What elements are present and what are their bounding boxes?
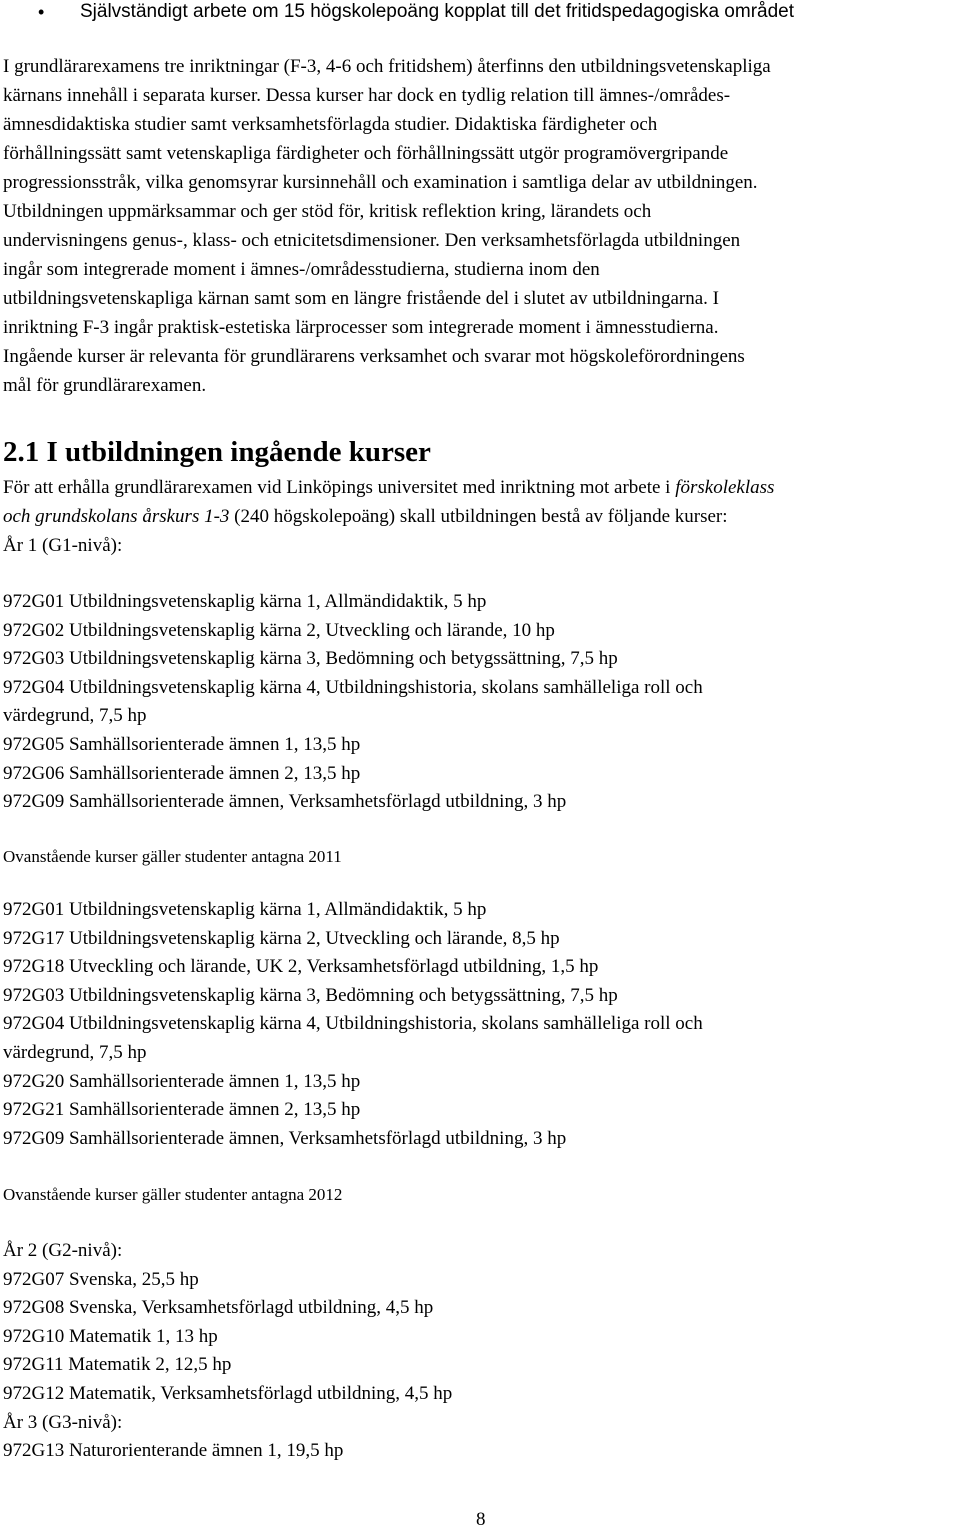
- intro-text: [3, 473, 959, 560]
- course-item: värdegrund, 7,5 hp: [3, 1041, 147, 1063]
- paragraph-line: Ingående kurser är relevanta för grundlärarens verksamhet och svarar mot högskoleförordningens: [3, 346, 745, 367]
- intro-text-prefix: För att erhålla grundlärarexamen vid Linköpings universitet med inriktning mot arbete i: [3, 477, 676, 498]
- bullet-icon: •: [38, 2, 45, 22]
- course-item: 972G04 Utbildningsvetenskaplig kärna 4, Utbildningshistoria, skolans samhälleliga roll och: [3, 676, 703, 698]
- section-heading: 2.1 I utbildningen ingående kurser: [3, 436, 431, 468]
- course-item: 972G10 Matematik 1, 13 hp: [3, 1325, 218, 1347]
- course-list-2011: [3, 588, 703, 817]
- course-item: 972G17 Utbildningsvetenskaplig kärna 2, Utveckling och lärande, 8,5 hp: [3, 927, 560, 949]
- course-item: 972G06 Samhällsorienterade ämnen 2, 13,5 hp: [3, 762, 361, 784]
- course-item: 972G21 Samhällsorienterade ämnen 2, 13,5 hp: [3, 1099, 361, 1121]
- paragraph-line: mål för grundlärarexamen.: [3, 375, 207, 396]
- course-item: 972G13 Naturorienterande ämnen 1, 19,5 hp: [3, 1440, 344, 1462]
- course-item: 972G05 Samhällsorienterade ämnen 1, 13,5 hp: [3, 733, 361, 755]
- intro-italic-2: och grundskolans årskurs 1-3: [3, 506, 230, 527]
- year3-label: År 3 (G3-nivå):: [3, 1411, 123, 1433]
- course-item: 972G01 Utbildningsvetenskaplig kärna 1, Allmändidaktik, 5 hp: [3, 591, 487, 612]
- course-item: 972G04 Utbildningsvetenskaplig kärna 4, Utbildningshistoria, skolans samhälleliga roll och: [3, 1013, 703, 1035]
- paragraph-line: ingår som integrerade moment i ämnes-/områdesstudierna, studierna inom den: [3, 259, 600, 280]
- course-item: 972G11 Matematik 2, 12,5 hp: [3, 1354, 232, 1376]
- course-item: 972G03 Utbildningsvetenskaplig kärna 3, Bedömning och betygssättning, 7,5 hp: [3, 984, 618, 1006]
- course-item: 972G12 Matematik, Verksamhetsförlagd utbildning, 4,5 hp: [3, 1382, 453, 1404]
- course-list-2012: [3, 896, 703, 1153]
- paragraph-line: kärnans innehåll i separata kurser. Dessa kurser har dock en tydlig relation till ämnes-/områdes-: [3, 85, 731, 106]
- course-item: 972G09 Samhällsorienterade ämnen, Verksamhetsförlagd utbildning, 3 hp: [3, 791, 567, 813]
- course-item: 972G20 Samhällsorienterade ämnen 1, 13,5 hp: [3, 1070, 361, 1092]
- course-list-year2-3: [3, 1237, 452, 1466]
- intro-italic-1: förskoleklass: [675, 477, 775, 498]
- paragraph-line: I grundlärarexamens tre inriktningar (F-3, 4-6 och fritidshem) återfinns den utbildningsvetenskapliga: [3, 56, 771, 77]
- course-item: värdegrund, 7,5 hp: [3, 705, 147, 727]
- paragraph-line: förhållningssätt samt vetenskapliga färdigheter och förhållningssätt utgör programövergripande: [3, 143, 729, 164]
- page-number: 8: [476, 1509, 486, 1530]
- bullet-text: Självständigt arbete om 15 högskolepoäng kopplat till det fritidspedagogiska området: [80, 1, 795, 22]
- paragraph-line: inriktning F-3 ingår praktisk-estetiska lärprocesser som integrerade moment i ämnesstudierna.: [3, 317, 719, 338]
- paragraph-line: Utbildningen uppmärksammar och ger stöd för, kritisk reflektion kring, lärandets och: [3, 201, 652, 222]
- body-paragraph: [3, 52, 959, 400]
- intro-line-1: [3, 473, 959, 502]
- year1-label: År 1 (G1-nivå):: [3, 535, 123, 556]
- intro-line-2: [3, 502, 959, 531]
- year2-label: År 2 (G2-nivå):: [3, 1240, 123, 1261]
- course-item: 972G18 Utveckling och lärande, UK 2, Verksamhetsförlagd utbildning, 1,5 hp: [3, 956, 599, 978]
- paragraph-line: ämnesdidaktiska studier samt verksamhetsförlagda studier. Didaktiska färdigheter och: [3, 114, 658, 135]
- course-item: 972G07 Svenska, 25,5 hp: [3, 1268, 199, 1290]
- course-item: 972G03 Utbildningsvetenskaplig kärna 3, Bedömning och betygssättning, 7,5 hp: [3, 648, 618, 670]
- course-item: 972G08 Svenska, Verksamhetsförlagd utbildning, 4,5 hp: [3, 1297, 434, 1319]
- note-2012: Ovanstående kurser gäller studenter antagna 2012: [3, 1185, 343, 1204]
- paragraph-line: undervisningens genus-, klass- och etnicitetsdimensioner. Den verksamhetsförlagda utbildningen: [3, 230, 741, 251]
- note-2011: Ovanstående kurser gäller studenter antagna 2011: [3, 847, 342, 866]
- course-item: 972G09 Samhällsorienterade ämnen, Verksamhetsförlagd utbildning, 3 hp: [3, 1127, 567, 1149]
- course-item: 972G02 Utbildningsvetenskaplig kärna 2, Utveckling och lärande, 10 hp: [3, 619, 555, 641]
- intro-text-suffix: (240 högskolepoäng) skall utbildningen bestå av följande kurser:: [229, 506, 728, 527]
- paragraph-line: utbildningsvetenskapliga kärnan samt som en längre fristående del i slutet av utbildningarna. I: [3, 288, 720, 309]
- paragraph-line: progressionsstråk, vilka genomsyrar kursinnehåll och examination i samtliga delar av utbildningen.: [3, 172, 758, 193]
- course-item: 972G01 Utbildningsvetenskaplig kärna 1, Allmändidaktik, 5 hp: [3, 899, 487, 920]
